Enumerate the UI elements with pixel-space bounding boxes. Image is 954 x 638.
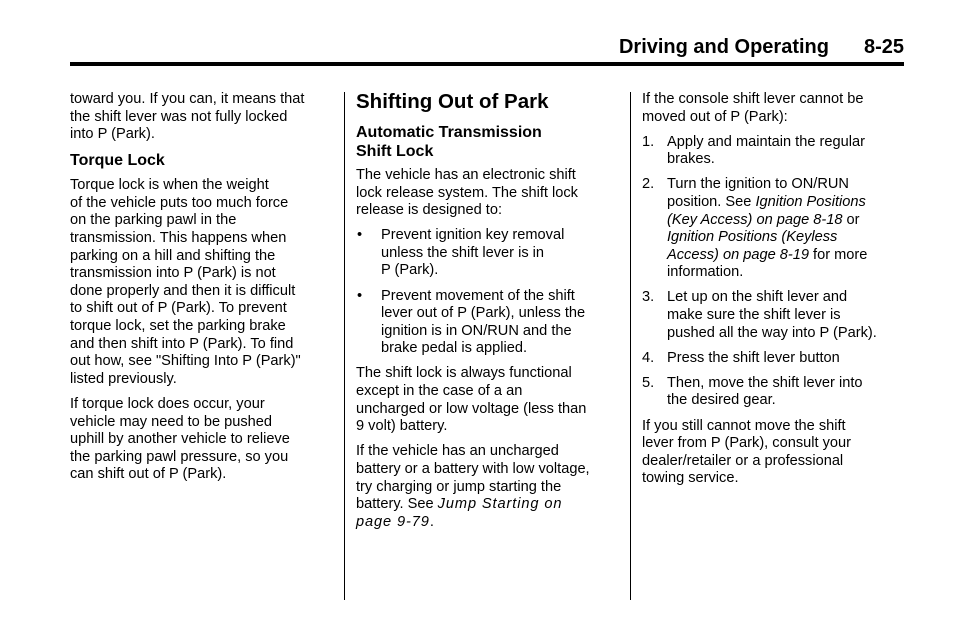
list-item: • Prevent ignition key removal unless the shift lever is in P (Park). [357, 227, 565, 279]
list-item: 2. Turn the ignition to ON/RUN position. See Ignition Positions (Key Access) on page 8-18 or Ignition Positions (Keyless Access) on page 8-19 for more information. [642, 176, 868, 281]
column-divider-2 [630, 92, 631, 600]
column-left [70, 91, 336, 491]
list-item: 5. Then, move the shift lever into the desired gear. [642, 374, 863, 409]
column-right [642, 91, 904, 495]
bullet-marker: • [357, 227, 363, 244]
column-middle [356, 91, 622, 539]
torque-lock-paragraph: Torque lock is when the weight of the vehicle puts too much force on the parking pawl in the transmission. This happens when parking on a hill and shifting the transmission into P (Park) is not done properly and then it is difficult to shift out of P (Park). To prevent torque lock, set the parking brake and then shift into P (Park). To find out how, see "Shifting Into P (Park)" listed previously. [70, 177, 301, 387]
list-item: 1. Apply and maintain the regular brakes. [642, 133, 865, 168]
dealer-paragraph: If you still cannot move the shift lever from P (Park), consult your dealer/retailer or a professional towing service. [642, 417, 851, 487]
step-number: 1. [642, 133, 655, 150]
ignition-positions-keyless-link[interactable]: Ignition Positions (Keyless [667, 229, 838, 246]
step-number: 4. [642, 349, 655, 366]
jump-starting-page-link[interactable]: page 9-79 [356, 513, 430, 530]
ignition-positions-link[interactable]: Ignition Positions [755, 193, 866, 210]
uncharged-battery-paragraph: If the vehicle has an uncharged battery or a battery with low voltage, try charging or jump starting the battery. See Jump Starting on page 9-79. [356, 443, 590, 530]
key-access-page-link[interactable]: (Key Access) on page 8-18 [667, 211, 843, 228]
jump-starting-link[interactable]: Jump Starting on [437, 496, 563, 513]
step-number: 2. [642, 176, 655, 193]
console-lever-intro: If the console shift lever cannot be moved out of P (Park): [642, 91, 864, 125]
bullet-marker: • [357, 287, 363, 304]
shift-lock-subheading: Automatic Transmission Shift Lock [356, 124, 542, 160]
continued-paragraph: toward you. If you can, it means that the shift lever was not fully locked into P (Park). [70, 91, 305, 143]
section-title: Driving and Operating [618, 36, 829, 58]
step-number: 3. [642, 289, 655, 306]
keyless-access-page-link[interactable]: Access) on page 8-19 [667, 246, 809, 263]
list-item: 3. Let up on the shift lever and make sure the shift lever is pushed all the way into P (Park). [642, 289, 877, 341]
column-divider-1 [344, 92, 345, 600]
page-number: 8-25 [863, 36, 904, 58]
list-item: • Prevent movement of the shift lever out of P (Park), unless the ignition is in ON/RUN and the brake pedal is applied. [357, 287, 586, 357]
shift-lock-functional-paragraph: The shift lock is always functional except in the case of a an uncharged or low voltage (less than 9 volt) battery. [356, 365, 587, 435]
shift-lock-intro: The vehicle has an electronic shift lock release system. The shift lock release is designed to: [356, 167, 578, 219]
page-header [70, 36, 904, 62]
torque-lock-heading: Torque Lock [70, 152, 165, 170]
header-rule [70, 62, 904, 66]
torque-lock-followup-paragraph: If torque lock does occur, your vehicle may need to be pushed uphill by another vehicle to relieve the parking pawl pressure, so you can shift out of P (Park). [70, 395, 290, 483]
shifting-out-of-park-heading: Shifting Out of Park [356, 90, 549, 113]
list-item: 4. Press the shift lever button [642, 349, 840, 366]
step-number: 5. [642, 374, 655, 391]
